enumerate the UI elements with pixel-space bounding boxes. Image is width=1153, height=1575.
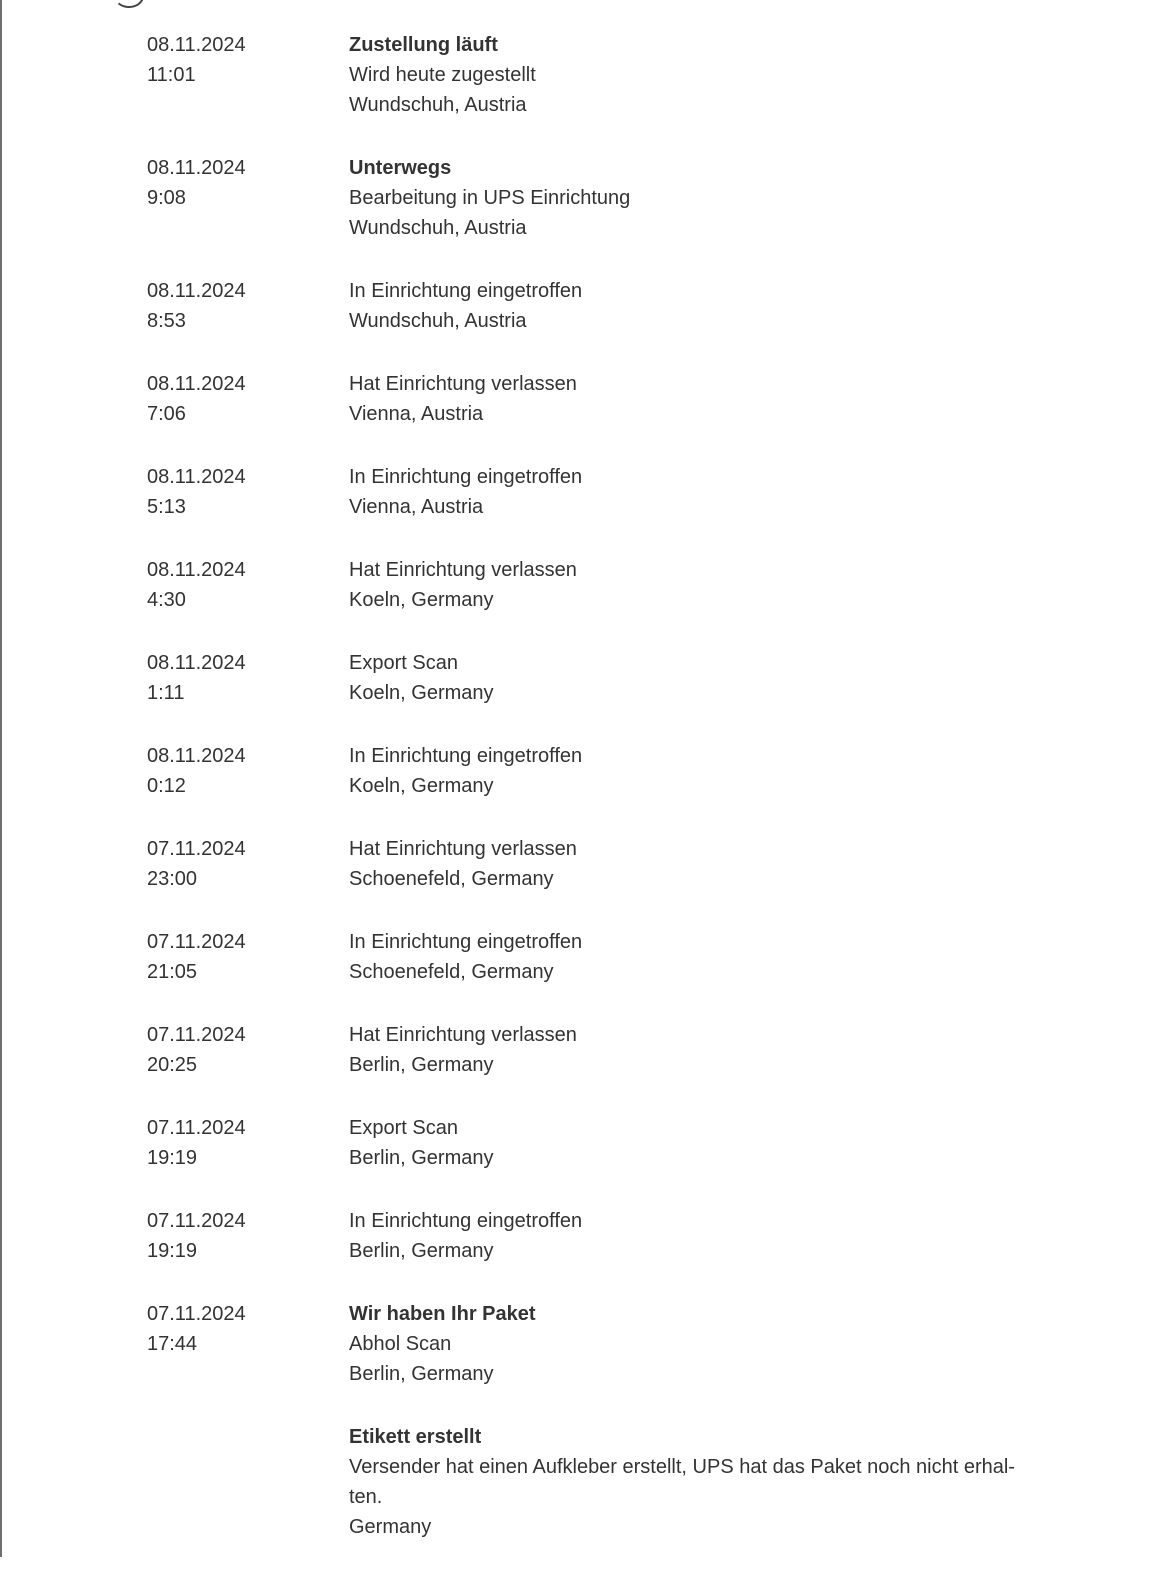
- event-detail: Hat Einrichtung verlassen: [349, 559, 577, 581]
- event-description: [349, 834, 1049, 894]
- event-description: [349, 462, 1049, 522]
- event-date: 07.11.2024: [147, 1117, 246, 1139]
- event-time: 19:19: [147, 1240, 198, 1262]
- event-datetime: [147, 462, 349, 522]
- event-status: Unterwegs: [349, 157, 452, 179]
- event-time: 9:08: [147, 187, 186, 209]
- event-location: Berlin, Germany: [349, 1363, 494, 1385]
- event-description: [349, 1113, 1049, 1173]
- event-description: [349, 741, 1049, 801]
- partial-icon: [114, 0, 144, 8]
- event-detail: In Einrichtung eingetroffen: [349, 745, 583, 767]
- timeline-event: [0, 648, 1153, 708]
- event-location: Vienna, Austria: [349, 496, 484, 518]
- event-time: 8:53: [147, 310, 186, 332]
- event-datetime: [147, 369, 349, 429]
- event-description: [349, 1206, 1049, 1266]
- event-date: 08.11.2024: [147, 34, 246, 56]
- event-detail: In Einrichtung eingetroffen: [349, 280, 583, 302]
- event-location: Koeln, Germany: [349, 682, 494, 704]
- event-date: 07.11.2024: [147, 1303, 246, 1325]
- event-time: 0:12: [147, 775, 186, 797]
- event-status: Zustellung läuft: [349, 34, 498, 56]
- event-detail: In Einrichtung eingetroffen: [349, 466, 583, 488]
- event-location: Wundschuh, Austria: [349, 310, 527, 332]
- event-description: [349, 1020, 1049, 1080]
- timeline-event: [0, 1113, 1153, 1173]
- event-location: Schoenefeld, Germany: [349, 868, 554, 890]
- event-detail: Abhol Scan: [349, 1333, 452, 1355]
- event-location: Koeln, Germany: [349, 589, 494, 611]
- event-location: Germany: [349, 1516, 432, 1538]
- event-description: [349, 1299, 1049, 1389]
- event-date: 08.11.2024: [147, 559, 246, 581]
- event-detail: Export Scan: [349, 652, 458, 674]
- event-location: Wundschuh, Austria: [349, 94, 527, 116]
- event-location: Koeln, Germany: [349, 775, 494, 797]
- event-date: 07.11.2024: [147, 838, 246, 860]
- event-datetime: [147, 1206, 349, 1266]
- event-detail: Export Scan: [349, 1117, 458, 1139]
- event-time: 11:01: [147, 64, 196, 86]
- event-location: Berlin, Germany: [349, 1054, 494, 1076]
- event-time: 21:05: [147, 961, 198, 983]
- event-datetime: [147, 1020, 349, 1080]
- event-date: 08.11.2024: [147, 373, 246, 395]
- timeline-event: [0, 153, 1153, 243]
- timeline-event: [0, 1020, 1153, 1080]
- event-detail: Versender hat einen Aufkleber erstellt, UPS hat das Paket noch nicht erhal-: [349, 1456, 1015, 1478]
- event-time: 19:19: [147, 1147, 198, 1169]
- timeline-event: [0, 927, 1153, 987]
- event-time: 5:13: [147, 496, 186, 518]
- event-date: 08.11.2024: [147, 157, 246, 179]
- event-date: 08.11.2024: [147, 466, 246, 488]
- event-time: 7:06: [147, 403, 186, 425]
- event-time: 4:30: [147, 589, 186, 611]
- event-datetime: [147, 153, 349, 213]
- event-detail: Wird heute zugestellt: [349, 64, 536, 86]
- event-date: 08.11.2024: [147, 280, 246, 302]
- timeline-event: [0, 276, 1153, 336]
- event-datetime: [147, 1299, 349, 1359]
- timeline-event: [0, 834, 1153, 894]
- event-location: Schoenefeld, Germany: [349, 961, 554, 983]
- event-detail: Bearbeitung in UPS Einrichtung: [349, 187, 631, 209]
- event-description: [349, 1422, 1049, 1542]
- event-description: [349, 30, 1049, 120]
- timeline-event: [0, 1206, 1153, 1266]
- event-date: 07.11.2024: [147, 931, 246, 953]
- timeline-event: [0, 462, 1153, 522]
- shipment-progress-timeline: [0, 30, 1153, 1575]
- event-description: [349, 369, 1049, 429]
- event-description: [349, 276, 1049, 336]
- event-detail: Hat Einrichtung verlassen: [349, 1024, 577, 1046]
- event-datetime: [147, 1113, 349, 1173]
- event-date: 08.11.2024: [147, 652, 246, 674]
- event-status: Etikett erstellt: [349, 1426, 482, 1448]
- event-date: 07.11.2024: [147, 1024, 246, 1046]
- event-location: Berlin, Germany: [349, 1147, 494, 1169]
- event-datetime: [147, 927, 349, 987]
- event-datetime: [147, 555, 349, 615]
- event-location: Wundschuh, Austria: [349, 217, 527, 239]
- event-detail-continued: ten.: [349, 1486, 383, 1508]
- timeline-event: [0, 30, 1153, 120]
- event-datetime: [147, 648, 349, 708]
- event-datetime: [147, 276, 349, 336]
- event-detail: Hat Einrichtung verlassen: [349, 838, 577, 860]
- event-description: [349, 927, 1049, 987]
- timeline-event: [0, 369, 1153, 429]
- event-date: 08.11.2024: [147, 745, 246, 767]
- timeline-event: [0, 555, 1153, 615]
- event-datetime: [147, 834, 349, 894]
- event-description: [349, 153, 1049, 243]
- event-description: [349, 648, 1049, 708]
- event-time: 17:44: [147, 1333, 198, 1355]
- timeline-event: [0, 1422, 1153, 1542]
- event-datetime: [147, 741, 349, 801]
- event-location: Vienna, Austria: [349, 403, 484, 425]
- event-time: 1:11: [147, 682, 185, 704]
- event-time: 20:25: [147, 1054, 198, 1076]
- event-description: [349, 555, 1049, 615]
- timeline-event: [0, 741, 1153, 801]
- event-time: 23:00: [147, 868, 198, 890]
- event-status: Wir haben Ihr Paket: [349, 1303, 536, 1325]
- timeline-event: [0, 1299, 1153, 1389]
- event-date: 07.11.2024: [147, 1210, 246, 1232]
- event-detail: In Einrichtung eingetroffen: [349, 1210, 583, 1232]
- event-detail: Hat Einrichtung verlassen: [349, 373, 577, 395]
- event-detail: In Einrichtung eingetroffen: [349, 931, 583, 953]
- event-location: Berlin, Germany: [349, 1240, 494, 1262]
- event-datetime: [147, 30, 349, 90]
